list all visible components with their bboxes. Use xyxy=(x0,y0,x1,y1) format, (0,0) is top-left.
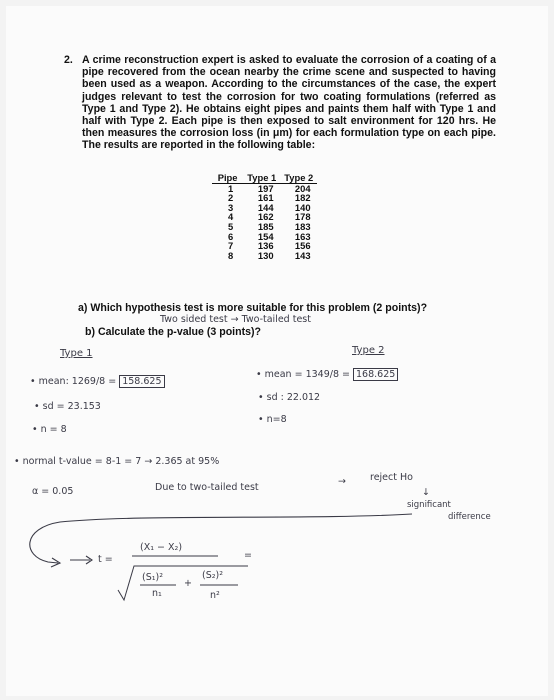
cell-pipe: 7 xyxy=(228,240,234,252)
header-type2: Type 2 xyxy=(280,173,317,183)
cell-pipe: 3 xyxy=(228,201,234,213)
handwritten-answer-a: Two sided test → Two-tailed test xyxy=(160,314,311,325)
type2-mean-label: • mean = 1349/8 = xyxy=(256,369,350,380)
difference-text: difference xyxy=(448,512,491,522)
n2: n² xyxy=(210,590,220,601)
cell-type1: 185 xyxy=(257,220,274,232)
cell-type2: 183 xyxy=(294,220,311,232)
cell-type2: 204 xyxy=(294,182,311,194)
s2-squared: (S₂)² xyxy=(202,570,224,581)
problem-number: 2. xyxy=(64,54,73,66)
cell-type1: 161 xyxy=(257,192,274,204)
cell-pipe: 1 xyxy=(228,182,234,194)
equals-sign: = xyxy=(244,550,252,561)
significant-text: significant xyxy=(407,500,451,510)
cell-type1: 162 xyxy=(257,211,274,223)
cell-pipe: 2 xyxy=(228,192,234,204)
cell-type2: 140 xyxy=(294,201,311,213)
header-pipe: Pipe xyxy=(212,173,243,183)
type2-sd: • sd : 22.012 xyxy=(258,392,321,403)
cell-pipe: 6 xyxy=(228,230,234,242)
type2-mean-value: 168.625 xyxy=(353,368,398,381)
cell-type2: 178 xyxy=(294,211,311,223)
cell-type2: 163 xyxy=(294,230,311,242)
type2-n: • n=8 xyxy=(258,414,287,425)
cell-type1: 130 xyxy=(257,249,274,261)
header-type1: Type 1 xyxy=(243,173,280,183)
reject-null: reject Ho xyxy=(370,472,413,483)
cell-type1: 197 xyxy=(257,182,274,194)
square-root-sign xyxy=(118,566,248,600)
type1-n: • n = 8 xyxy=(32,424,67,435)
question-a: a) Which hypothesis test is more suitable for this problem (2 points)? xyxy=(78,302,428,314)
cell-pipe: 4 xyxy=(228,211,234,223)
cell-type2: 156 xyxy=(294,240,311,252)
s1-squared: (S₁)² xyxy=(142,572,164,583)
cell-type2: 143 xyxy=(294,249,311,261)
problem-text: A crime reconstruction expert is asked to evaluate the corrosion of a coating of a pipe recovered from the ocean nearby the crime scene and suspected to having been used as a weapon. According to the circumstances of the case, the expert judges relevant to test the corrosion for two coating formulations (referred as Type 1 and Type 2). He obtains eight pipes and paints them half with Type 1 and half with Type 2. Each pipe is then exposed to salt environment for 120 hrs. He then measures the corrosion loss (in μm) for each formulation type on each pipe. The results are reported in the following table: xyxy=(82,54,496,152)
type1-sd: • sd = 23.153 xyxy=(34,401,101,412)
cell-pipe: 8 xyxy=(228,249,234,261)
cell-type1: 144 xyxy=(257,201,274,213)
question-b: b) Calculate the p-value (3 points)? xyxy=(85,326,261,338)
due-to-two-tailed: Due to two-tailed test xyxy=(155,482,259,493)
down-arrow-icon: ↓ xyxy=(422,487,430,498)
type1-mean-label: • mean: 1269/8 = xyxy=(30,376,117,387)
type1-mean-value: 158.625 xyxy=(119,375,164,388)
n1: n₁ xyxy=(152,588,162,599)
type2-heading: Type 2 xyxy=(352,345,385,356)
t-critical-value: • normal t-value = 8-1 = 7 → 2.365 at 95% xyxy=(14,456,220,467)
numerator: (X₁ − X₂) xyxy=(140,542,183,553)
reject-arrow-icon: → xyxy=(338,476,346,487)
cell-type1: 154 xyxy=(257,230,274,242)
cell-type2: 182 xyxy=(294,192,311,204)
plus-sign: + xyxy=(184,578,192,589)
cell-pipe: 5 xyxy=(228,220,234,232)
alpha-level: α = 0.05 xyxy=(32,486,74,497)
t-label: t = xyxy=(98,554,113,565)
curved-arrow-line xyxy=(30,514,412,563)
type1-heading: Type 1 xyxy=(60,348,93,359)
cell-type1: 136 xyxy=(257,240,274,252)
